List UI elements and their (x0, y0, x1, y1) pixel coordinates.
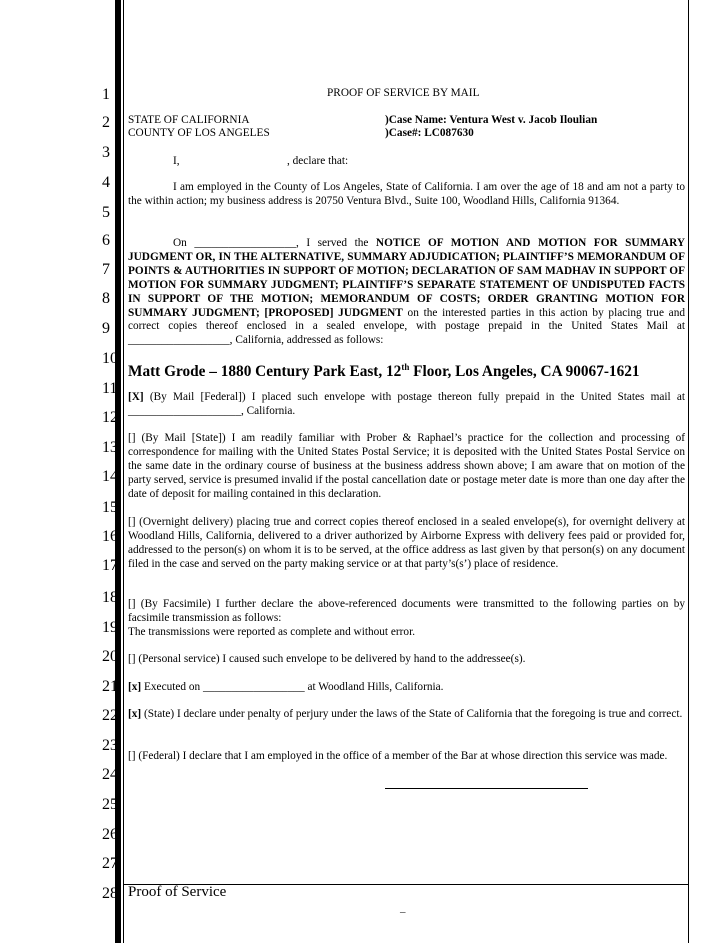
employment-paragraph: I am employed in the County of Los Angeles, State of California. I am over the age of 18 and am not a party to the within action; my business address is 20750 Ventura Blvd., Suite 100, Woodland Hills, California 91364. (128, 181, 685, 207)
line-number: 7 (102, 261, 110, 278)
line-number: 24 (102, 766, 118, 783)
facsimile-paragraph: [] (By Facsimile) I further declare the above-referenced documents were transmitted to the following parties on by facsimile transmission as follows: (128, 598, 685, 624)
personal-service-paragraph: [] (Personal service) I caused such envelope to be delivered by hand to the addressee(s). (128, 653, 526, 665)
service-date-text: On __________________, I served the (173, 237, 376, 249)
mail-federal-checkbox: [X] (128, 391, 144, 403)
line-number: 9 (102, 320, 110, 337)
line-number: 18 (102, 589, 118, 606)
line-number: 14 (102, 468, 118, 485)
line-number: 23 (102, 737, 118, 754)
line-number: 25 (102, 796, 118, 813)
executed-paragraph: [x] Executed on __________________ at Woodland Hills, California. (128, 681, 444, 693)
mail-federal-paragraph: [X] (By Mail [Federal]) I placed such envelope with postage thereon fully prepaid in the United States mail at ____________________, California. (128, 391, 685, 417)
line-number: 16 (102, 528, 118, 545)
line-number: 5 (102, 204, 110, 221)
service-paragraph (128, 237, 685, 348)
line-number: 4 (102, 174, 110, 191)
line-number: 26 (102, 826, 118, 843)
case-number: )Case#: LC087630 (385, 127, 474, 139)
state-declaration-paragraph: [x] (State) I declare under penalty of perjury under the laws of the State of California that the foregoing is true and correct. (128, 708, 683, 720)
line-number: 17 (102, 557, 118, 574)
served-documents: NOTICE OF MOTION AND MOTION FOR SUMMARY JUDGMENT OR, IN THE ALTERNATIVE, SUMMARY ADJUDICATION; PLAINTIFF’S MEMORANDUM OF POINTS & AUTHORITIES IN SUPPORT OF MOTION; DECLARATION OF SAM MADHAV IN SUPPORT OF MOTION FOR SUMMARY JUDGMENT; PLAINTIFF’S SEPARATE STATEMENT OF UNDISPUTED FACTS IN SUPPORT OF THE MOTION; MEMORANDUM OF COSTS; ORDER GRANTING MOTION FOR SUMMARY JUDGMENT; [PROPOSED] JUDGMENT (128, 237, 685, 319)
service-method-text: on the interested parties in this action by placing true and correct copies thereof enclosed in a sealed envelope, with postage prepaid in the United States Mail at __________________, California, addressed as follows: (128, 306, 685, 347)
addressee-line: Matt Grode – 1880 Century Park East, 12th Floor, Los Angeles, CA 90067-1621 (128, 362, 640, 381)
line-number: 21 (102, 678, 118, 695)
line-number: 28 (102, 885, 118, 902)
line-number: 12 (102, 409, 118, 426)
page-number-mark: – (400, 906, 406, 918)
case-name: )Case Name: Ventura West v. Jacob Iloulian (385, 114, 598, 126)
declarant-i: I, (173, 155, 180, 167)
federal-declaration-paragraph: [] (Federal) I declare that I am employed in the office of a member of the Bar at whose direction this service was made. (128, 750, 668, 762)
line-number: 15 (102, 499, 118, 516)
executed-checkbox: [x] (128, 681, 142, 693)
line-number: 3 (102, 144, 110, 161)
line-number: 6 (102, 232, 110, 249)
signature-line (385, 788, 588, 789)
line-number: 19 (102, 619, 118, 636)
state-declaration-checkbox: [x] (128, 708, 142, 720)
overnight-paragraph: [] (Overnight delivery) placing true and correct copies thereof enclosed in a sealed envelope(s), for overnight delivery at Woodland Hills, California, delivered to a driver authorized by Airborne Express with delivery fees paid or provided for, addressed to the person(s) on whom it is to be served, at the office address as last given by that person(s) on any document filed in the case and served on the party making service or at that party’s(s’) place of residence. (128, 516, 685, 570)
line-number: 1 (102, 86, 110, 103)
line-number: 8 (102, 290, 110, 307)
county-caption: COUNTY OF LOS ANGELES (128, 127, 270, 139)
right-margin-rule (688, 0, 689, 943)
facsimile-reported: The transmissions were reported as complete and without error. (128, 626, 416, 638)
line-number: 11 (102, 380, 118, 397)
footer-title: Proof of Service (128, 884, 227, 900)
line-number: 27 (102, 855, 118, 872)
line-number: 20 (102, 648, 118, 665)
mail-state-paragraph: [] (By Mail [State]) I am readily familiar with Prober & Raphael’s practice for the collection and processing of correspondence for mailing with the United States Postal Service; it is deposited with the United States Postal Service on the same date in the ordinary course of business at the business address shown above; I am aware that on motion of the party served, service is presumed invalid if the postal cancellation date or postage meter date is more than one day after the date of deposit for mailing contained in this declaration. (128, 432, 685, 500)
document-title: PROOF OF SERVICE BY MAIL (327, 87, 480, 99)
state-caption: STATE OF CALIFORNIA (128, 114, 250, 126)
line-number: 13 (102, 439, 118, 456)
line-number: 22 (102, 707, 118, 724)
left-margin-rule-thin (123, 0, 124, 943)
declare-that: , declare that: (287, 155, 349, 167)
line-number: 10 (102, 350, 118, 367)
line-number: 2 (102, 114, 110, 131)
